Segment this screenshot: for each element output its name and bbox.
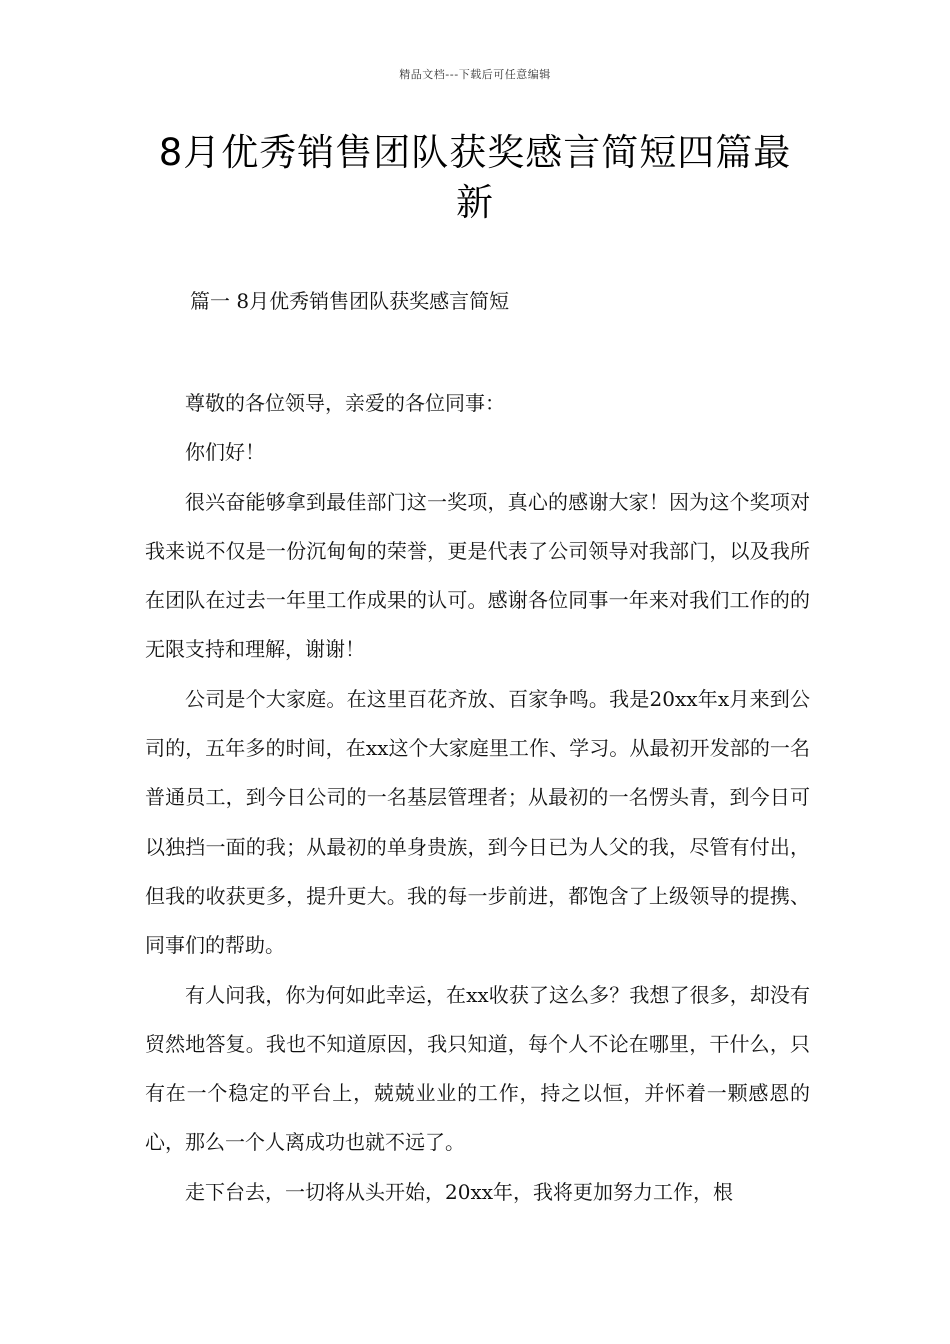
body-paragraph: 有人问我，你为何如此幸运，在xx收获了这么多？我想了很多，却没有贸然地答复。我也不知道原因，我只知道，每个人不论在哪里，干什么，只有在一个稳定的平台上，兢兢业业的工作，持之以恒，并怀着一颗感恩的心，那么一个人离成功也就不远了。 [145,982,810,1155]
body-paragraph: 很兴奋能够拿到最佳部门这一奖项，真心的感谢大家！因为这个奖项对我来说不仅是一份沉甸甸的荣誉，更是代表了公司领导对我部门，以及我所在团队在过去一年里工作成果的认可。感谢各位同事一年来对我们工作的的无限支持和理解，谢谢！ [145,489,810,662]
body-paragraph: 走下台去，一切将从头开始，20xx年，我将更加努力工作，根 [185,1179,734,1204]
greeting-paragraph: 你们好！ [185,440,265,465]
salutation-paragraph: 尊敬的各位领导，亲爱的各位同事： [185,391,505,415]
body-paragraph: 公司是个大家庭。在这里百花齐放、百家争鸣。我是20xx年x月来到公司的，五年多的时间，在xx这个大家庭里工作、学习。从最初开发部的一名普通员工，到今日公司的一名基层管理者；从最初的一名愣头青，到今日可以独挡一面的我；从最初的单身贵族，到今日已为人父的我，尽管有付出，但我的收获更多，提升更大。我的每一步前进，都饱含了上级领导的提携、同事们的帮助。 [145,686,810,958]
document-title: 8月优秀销售团队获奖感言简短四篇最新 [158,131,792,224]
section-heading: 篇一 8月优秀销售团队获奖感言简短 [190,289,510,313]
page-header-note: 精品文档---下载后可任意编辑 [399,68,551,81]
document-body [145,379,810,1217]
